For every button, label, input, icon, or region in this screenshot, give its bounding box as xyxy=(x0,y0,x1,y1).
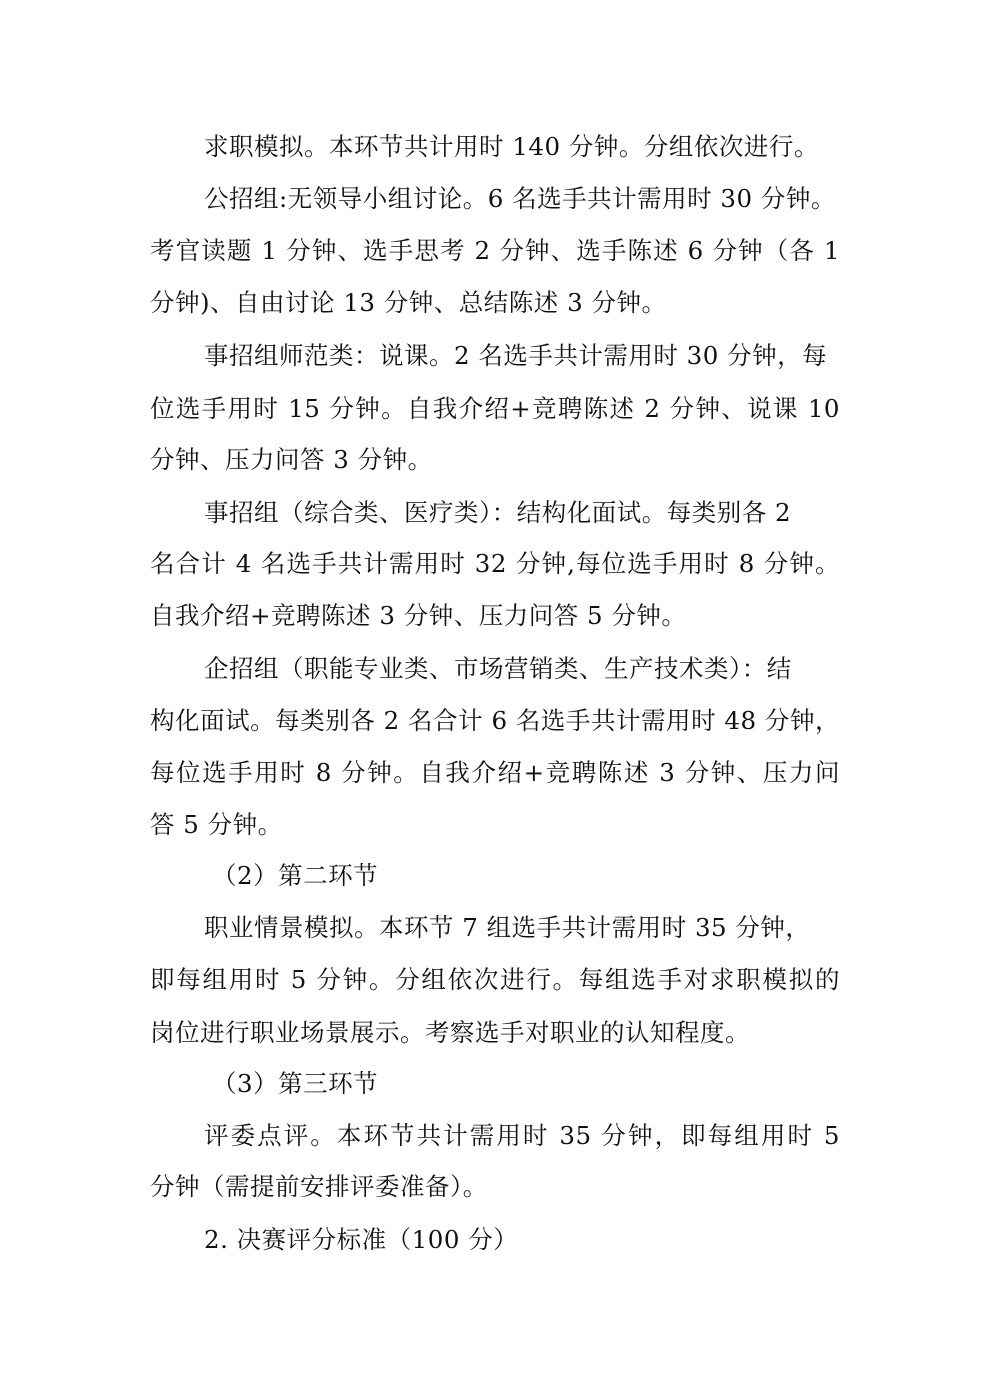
paragraph-line-13: 每位选手用时 8 分钟。自我介绍+竞聘陈述 3 分钟、压力问 xyxy=(150,758,840,787)
paragraph-line-7: 分钟、压力问答 3 分钟。 xyxy=(150,445,433,474)
paragraph-line-17: 岗位进行职业场景展示。考察选手对职业的认知程度。 xyxy=(150,1018,750,1047)
section-heading-scoring: 2. 决赛评分标准（100 分） xyxy=(204,1225,519,1254)
section-heading-3: （3）第三环节 xyxy=(212,1069,379,1098)
paragraph-line-12: 构化面试。每类别各 2 名合计 6 名选手共计需用时 48 分钟， xyxy=(150,706,840,735)
paragraph-line-6: 位选手用时 15 分钟。自我介绍+竞聘陈述 2 分钟、说课 10 xyxy=(150,394,840,423)
paragraph-line-19: 分钟（需提前安排评委准备）。 xyxy=(150,1172,488,1201)
paragraph-line-9: 名合计 4 名选手共计需用时 32 分钟,每位选手用时 8 分钟。 xyxy=(150,549,840,578)
paragraph-line-10: 自我介绍+竞聘陈述 3 分钟、压力问答 5 分钟。 xyxy=(150,601,687,630)
paragraph-line-11: 企招组（职能专业类、市场营销类、生产技术类）：结 xyxy=(204,654,792,683)
paragraph-line-5: 事招组师范类：说课。2 名选手共计需用时 30 分钟，每 xyxy=(204,341,828,370)
paragraph-line-3: 考官读题 1 分钟、选手思考 2 分钟、选手陈述 6 分钟（各 1 xyxy=(150,236,840,265)
section-heading-2: （2）第二环节 xyxy=(212,861,379,890)
paragraph-line-14: 答 5 分钟。 xyxy=(150,810,283,839)
paragraph-line-18: 评委点评。本环节共计需用时 35 分钟，即每组用时 5 xyxy=(204,1121,840,1150)
paragraph-line-2: 公招组:无领导小组讨论。6 名选手共计需用时 30 分钟。 xyxy=(204,184,836,213)
paragraph-line-4: 分钟)、自由讨论 13 分钟、总结陈述 3 分钟。 xyxy=(150,288,667,317)
paragraph-line-15: 职业情景模拟。本环节 7 组选手共计需用时 35 分钟， xyxy=(204,913,811,942)
paragraph-line-16: 即每组用时 5 分钟。分组依次进行。每组选手对求职模拟的 xyxy=(150,965,840,994)
paragraph-line-1: 求职模拟。本环节共计用时 140 分钟。分组依次进行。 xyxy=(204,132,819,161)
paragraph-line-8: 事招组（综合类、医疗类）：结构化面试。每类别各 2 xyxy=(204,498,792,527)
